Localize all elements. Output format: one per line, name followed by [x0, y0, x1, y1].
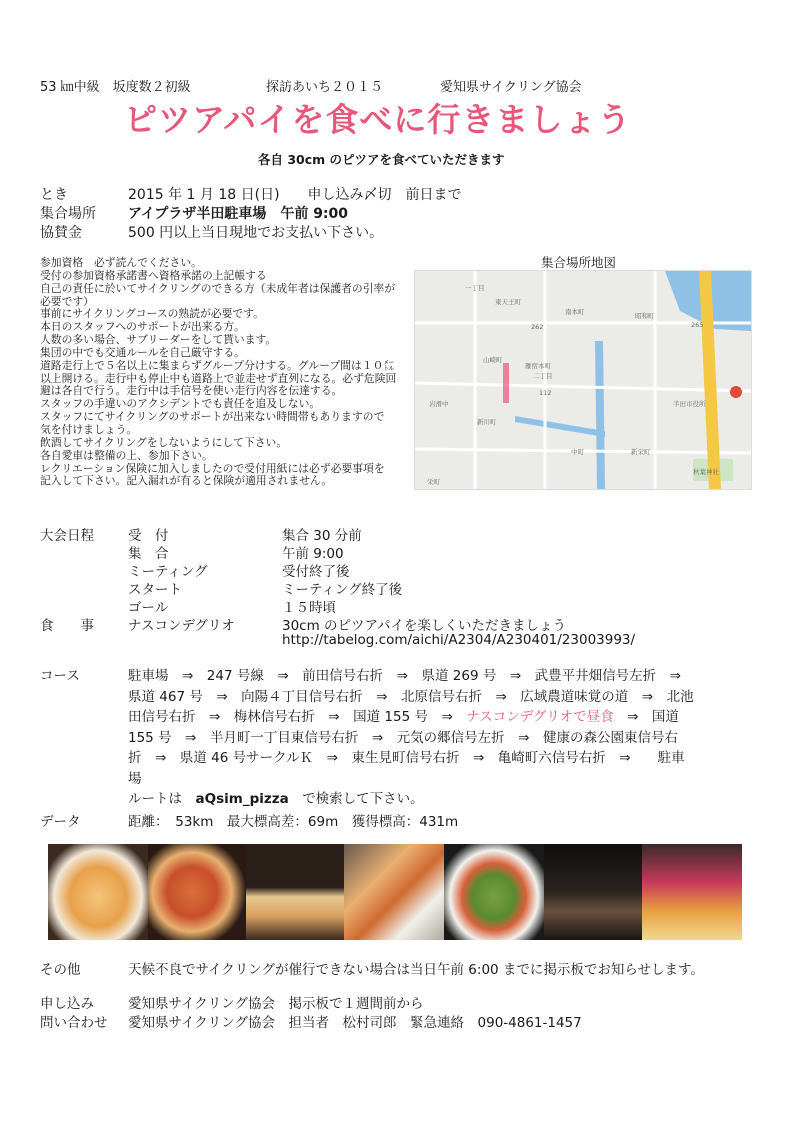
course-line: 折 ⇒ 県道 46 号サークルＫ ⇒ 東生見町信号右折 ⇒ 亀崎町六信号右折 ⇒ 駐車	[128, 750, 685, 766]
qual-line: 以上開ける。走行中も停止中も道路上で並走せず直列になる。必ず危険回	[40, 371, 397, 385]
schedule-item-value: ミーティング終了後	[282, 582, 403, 598]
qual-line: 事前にサイクリングコースの熟読が必要です。	[40, 307, 264, 321]
qual-line: 記入して下さい。記入漏れが有ると保険が適用されません。	[40, 474, 333, 488]
map-canal	[515, 416, 605, 437]
map-label: 一丁目	[465, 284, 485, 292]
qual-line: 集団の中でも交通ルールを自己厳守する。	[40, 345, 245, 359]
course-line-part: ⇒ 国道	[613, 709, 679, 725]
course-label: コース	[40, 668, 80, 684]
contact-label: 問い合わせ	[40, 1015, 108, 1031]
qual-line: 必要です）	[40, 294, 94, 308]
pizza-small-photo	[246, 844, 344, 940]
restaurant-interior-photo	[544, 844, 642, 940]
map-label: 262	[531, 323, 544, 331]
route-name: aQsim_pizza	[195, 791, 289, 807]
course-block	[128, 666, 694, 810]
page-title: ピツアパイを食べに行きましょう	[124, 100, 632, 139]
info-label-date: とき	[40, 187, 68, 203]
meal-url-link[interactable]: http://tabelog.com/aichi/A2304/A230401/23003993/	[282, 632, 636, 648]
map-label: 栄町	[427, 478, 440, 486]
info-value-fee: 500 円以上当日現地でお支払い下さい。	[128, 225, 384, 241]
map-label: 二丁目	[533, 372, 553, 380]
course-line: 県道 467 号 ⇒ 向陽４丁目信号右折 ⇒ 北原信号右折 ⇒ 広域農道味覚の道 ⇒ 北池	[128, 688, 694, 705]
page-subtitle: 各自 30cm のピツアを食べていただきます	[258, 152, 505, 167]
drinks-photo	[642, 844, 742, 940]
apply-label: 申し込み	[40, 996, 94, 1012]
data-value: 距離： 53km 最大標高差：69m 獲得標高：431m	[128, 814, 459, 830]
meal-label: 食 事	[40, 618, 94, 634]
data-label: データ	[40, 814, 81, 830]
map-label: 南本町	[565, 308, 585, 316]
lunch-highlight: ナスコンデグリオで昼食	[466, 709, 614, 725]
food-photo-strip	[48, 844, 742, 940]
map-label: 昭和町	[635, 312, 655, 320]
qual-line: 気を付けましょう。	[40, 422, 138, 436]
map-label: 半田市役所	[673, 400, 706, 408]
map-label: 秋葉神社	[693, 468, 719, 476]
map-label: 新川町	[477, 418, 497, 426]
meal-description: 30cm のピツアパイを楽しくいただきましょう	[282, 618, 566, 634]
info-value-date: 2015 年 1 月 18 日(日) 申し込み〆切 前日まで	[128, 187, 462, 203]
map-label: 中町	[571, 448, 584, 456]
map-title: 集合場所地図	[541, 255, 617, 270]
meeting-place-map[interactable]	[414, 270, 752, 490]
route-prefix: ルートは	[128, 791, 182, 807]
map-label: 112	[539, 389, 552, 397]
schedule-item-label: ゴール	[128, 600, 169, 616]
schedule-heading: 大会日程	[40, 528, 94, 544]
pasta-photo	[48, 844, 148, 940]
qual-line: 参加資格 必ず読んでください。	[40, 256, 202, 269]
map-graphic	[415, 271, 751, 489]
course-line: 155 号 ⇒ 半月町一丁目東信号右折 ⇒ 元気の郷信号左折 ⇒ 健康の森公園東信号右	[128, 729, 678, 746]
contact-value: 愛知県サイクリング協会 担当者 松村司郎 緊急連絡 090-4861-1457	[128, 1015, 582, 1031]
course-line-part: 田信号右折 ⇒ 梅林信号右折 ⇒ 国道 155 号 ⇒	[128, 709, 467, 725]
schedule-item-value: 午前 9:00	[282, 546, 344, 562]
course-line	[128, 707, 694, 728]
schedule-item-value: 集合 30 分前	[282, 528, 362, 544]
qual-line: 受付の参加資格承諾書へ資格承諾の上記帳する	[40, 268, 267, 282]
qual-line: スタッフの手違いのアクシデントでも責任を追及しない。	[40, 397, 321, 411]
map-marker	[730, 386, 742, 398]
map-label: 岩滑中	[429, 400, 449, 408]
schedule-item-value: １５時頃	[282, 600, 336, 616]
map-label: 山崎町	[483, 356, 503, 364]
pizza-slice-photo	[344, 844, 444, 940]
qualifications-block	[40, 257, 396, 488]
schedule-item-label: 集 合	[128, 546, 169, 562]
map-river	[595, 341, 605, 489]
course-line: 駐車場 ⇒ 247 号線 ⇒ 前田信号右折 ⇒ 県道 269 号 ⇒ 武豊平井畑信号左折 ⇒	[128, 668, 681, 684]
map-station	[503, 363, 509, 403]
qual-line: 自己の責任に於いてサイクリングのできる方（未成年者は保護者の引率が	[40, 281, 396, 295]
pizza-photo	[148, 844, 246, 940]
qual-line: レクリエーション保険に加入しましたので受付用紙には必ず必要事項を	[40, 461, 385, 475]
qual-line: 本日のスタッフへのサポートが出来る方。	[40, 320, 245, 334]
level-info: 53 ㎞中級 坂度数２初級	[40, 80, 191, 95]
info-value-meeting: アイプラザ半田駐車場 午前 9:00	[128, 206, 349, 222]
qual-line: 飲酒してサイクリングをしないようにして下さい。	[40, 435, 288, 449]
schedule-item-label: スタート	[128, 582, 182, 598]
info-label-fee: 協賛金	[40, 225, 82, 241]
route-suffix: で検索して下さい。	[302, 791, 424, 807]
other-label: その他	[40, 962, 81, 978]
organizer: 愛知県サイクリング協会	[440, 80, 582, 95]
qual-line: 各自愛車は整備の上、参加下さい。	[40, 448, 213, 462]
course-line: 場	[128, 770, 142, 787]
map-label: 265	[691, 321, 704, 329]
other-value: 天候不良でサイクリングが催行できない場合は当日午前 6:00 までに掲示板でお知らせします。	[128, 962, 704, 978]
map-label: 東天王町	[495, 298, 521, 306]
schedule-item-label: ミーティング	[128, 564, 208, 580]
schedule-item-value: 受付終了後	[282, 564, 350, 580]
schedule-item-label: 受 付	[128, 528, 169, 544]
event-series: 探訪あいち２０１５	[266, 80, 384, 95]
info-label-meeting: 集合場所	[40, 206, 96, 222]
map-label: 新栄町	[631, 448, 651, 456]
apply-value: 愛知県サイクリング協会 掲示板で１週間前から	[128, 996, 424, 1012]
map-label: 雁宿本町	[525, 362, 551, 370]
salad-photo	[444, 844, 544, 940]
qual-line: スタッフにてサイクリングのサポートが出来ない時間帯もありますので	[40, 410, 385, 424]
qual-line: 道路走行上で５名以上に集まらずグループ分けする。グループ間は１０㍍	[40, 358, 395, 372]
meal-place: ナスコンデグリオ	[128, 618, 235, 634]
qual-line: 人数の多い場合、サブリーダーをして貰います。	[40, 333, 277, 347]
route-search-line	[128, 789, 694, 810]
qual-line: 避は各自で行う。走行中は手信号を使い走行内容を伝達する。	[40, 384, 343, 398]
